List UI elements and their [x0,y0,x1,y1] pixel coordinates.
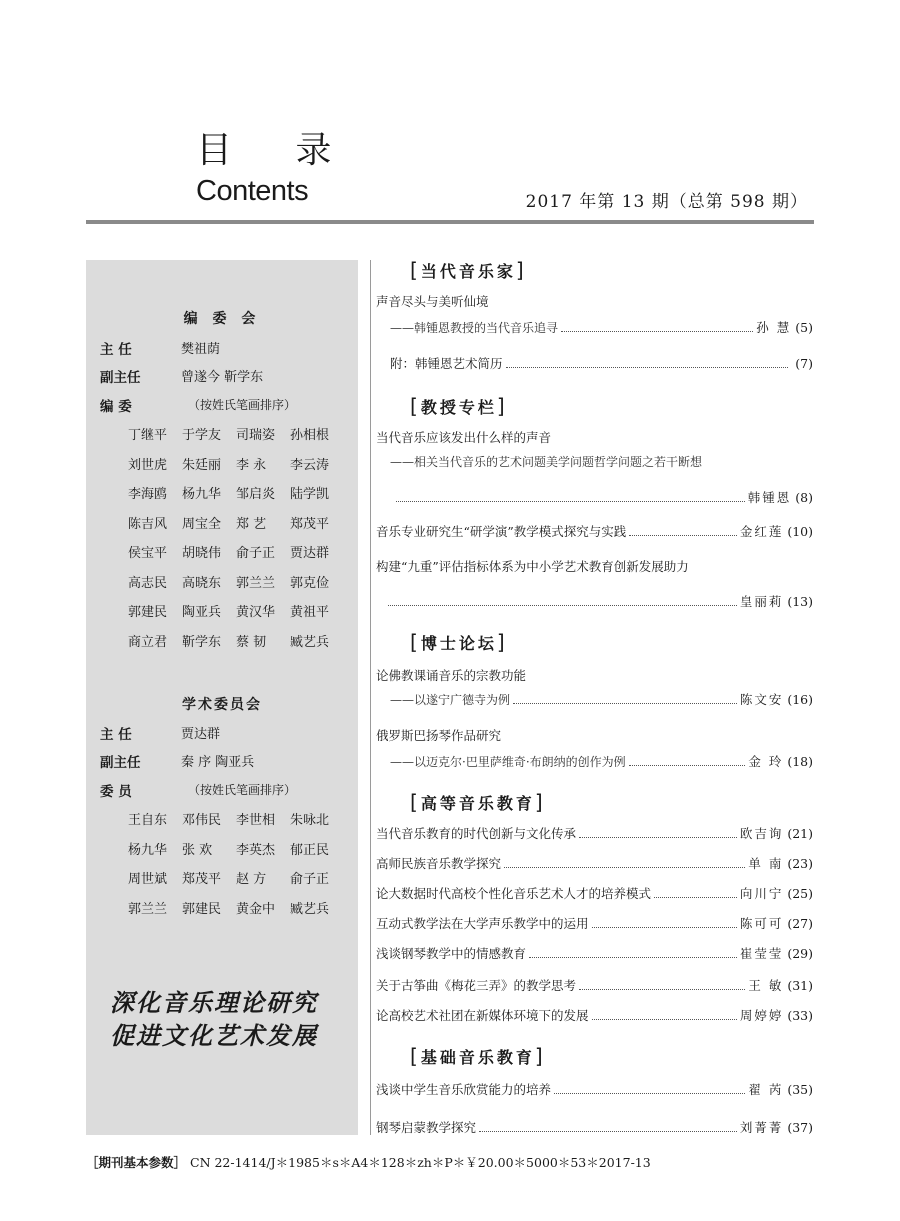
section-heading [410,394,847,418]
editorial-member-name: 侯宝平 [128,546,168,561]
academic-member-name: 张 欢 [182,842,213,858]
section-heading-text: 高等音乐教育 [420,794,535,813]
editorial-member-row [128,424,344,443]
toc-entry [376,592,813,610]
editorial-member-name: 郭建民 [128,605,168,620]
toc-entry-title: 浅谈中学生音乐欣赏能力的培养 [376,1082,552,1097]
editorial-deputy-label: 副主任 [100,370,141,386]
slogan-line-1: 深化音乐理论研究 [110,989,318,1017]
toc-entry-page: (29) [787,946,813,961]
journal-parameters-value: CN 22-1414/J＊1985＊s＊A4＊128＊zh＊P＊￥20.00＊5000＊53＊2017-13 [190,1155,651,1170]
toc-entry-title: 音乐专业研究生“研学演”教学模式探究与实践 [376,524,627,539]
leader-dots [388,604,737,606]
editorial-member-name: 郭兰兰 [236,575,276,591]
academic-member-name: 杨九华 [128,842,168,858]
academic-member-name: 王自东 [128,813,168,828]
toc-entry-author: 周婷婷 [739,1008,784,1023]
editorial-member-name: 李 永 [236,457,267,473]
toc-entry [376,1080,813,1098]
leader-dots [396,500,745,502]
editorial-member-name: 臧艺兵 [290,634,330,650]
toc-entry-author: 翟 芮 [748,1082,784,1097]
leader-dots [561,330,753,332]
toc-entry [376,752,813,770]
toc-entry [376,976,813,994]
toc-entry [376,944,813,962]
editorial-chief-name: 樊祖荫 [181,342,221,357]
editorial-member-name: 于学友 [182,428,222,443]
toc-entry-author: 韩锺恩 [747,490,792,505]
issue-number: 2017 年第 13 期（总第 598 期） [525,192,808,212]
toc-entry [376,354,813,372]
toc-entry-title: 当代音乐教育的时代创新与文化传承 [376,826,577,841]
bracket-left: [ [410,258,421,282]
academic-member-name: 郭建民 [182,901,222,917]
academic-member-name: 臧艺兵 [290,901,330,917]
academic-member-name: 郑茂平 [182,872,222,887]
editorial-member-name: 商立君 [128,634,168,650]
leader-dots [592,1018,737,1020]
editorial-member-name: 黄祖平 [290,605,330,620]
toc-entry-title: 声音尽头与美听仙境 [376,294,489,309]
toc-entry-page: (10) [787,524,813,539]
toc-entry-author: 陈可可 [739,916,784,931]
toc-entry-subtitle: ——相关当代音乐的艺术问题美学问题哲学问题之若干断想 [390,455,703,469]
editorial-member-name: 周宝全 [182,516,222,532]
editorial-member-name: 陈吉风 [128,516,168,532]
academic-member-row [128,809,344,828]
toc-entry-page: (18) [787,754,813,769]
editorial-member-name: 黄汉华 [236,605,276,620]
section-heading [410,258,847,282]
toc-entry-author: 刘菁菁 [739,1120,784,1135]
toc-entry-author: 金 玲 [748,754,784,769]
toc-entry-title: 高师民族音乐教学探究 [376,856,502,871]
academic-member-row [128,898,344,917]
editorial-member-name: 刘世虎 [128,457,168,473]
editorial-member-name: 靳学东 [182,634,222,650]
toc-entry-title: 俄罗斯巴扬琴作品研究 [376,728,502,743]
toc-entry-page: (37) [787,1120,813,1135]
toc-entry [376,914,813,932]
toc-entry-subtitle: ——以遂宁广德寺为例 [390,693,511,707]
toc-entry [376,318,813,336]
toc-entry-title: 当代音乐应该发出什么样的声音 [376,430,552,445]
editorial-member-name: 郑茂平 [290,516,330,532]
journal-parameters [86,1153,651,1171]
academic-members-note: （按姓氏笔画排序） [188,783,297,797]
editorial-member-row [128,601,344,620]
editorial-member-row [128,513,344,532]
editorial-member-name: 郑 艺 [236,516,267,532]
leader-dots [654,896,737,898]
bracket-right: ] [496,630,508,654]
toc-entry-title: 互动式教学法在大学声乐教学中的运用 [376,916,589,931]
bracket-right: ] [534,1044,546,1068]
toc-entry [376,824,813,842]
toc-entry-author: 陈文安 [739,692,784,707]
editorial-member-name: 丁继平 [128,428,168,443]
editorial-members-label: 编 委 [100,399,132,415]
toc-entry [376,1006,813,1024]
bracket-left: [ [410,790,421,814]
editorial-member-name: 郭克俭 [290,575,330,591]
toc-entry-title: 构建“九重”评估指标体系为中小学艺术教育创新发展助力 [376,559,689,574]
toc-entry-subtitle: ——以迈克尔·巴里萨维奇·布朗纳的创作为例 [390,755,626,769]
section-heading-text: 当代音乐家 [420,262,516,281]
page-title-chinese: 目 录 [196,130,358,171]
editorial-member-name: 孙相根 [290,428,330,443]
toc-entry-author: 崔莹莹 [739,946,784,961]
bracket-left: [ [410,630,421,654]
toc-entry-page: (25) [787,886,813,901]
toc-entry-title: 浅谈钢琴教学中的情感教育 [376,946,527,961]
editorial-member-row [128,572,344,591]
academic-deputy-names: 秦 序 陶亚兵 [181,755,255,770]
toc-entry-author: 皇丽莉 [739,594,784,609]
leader-dots [579,988,745,990]
toc-entry-page: (35) [787,1082,813,1097]
academic-member-name: 李世相 [236,813,276,828]
academic-member-name: 邓伟民 [182,813,222,828]
editorial-member-name: 李云涛 [290,457,330,473]
academic-member-name: 李英杰 [236,842,276,858]
toc-entry [376,884,813,902]
editorial-member-name: 邹启炎 [236,487,276,502]
toc-entry-title: 论高校艺术社团在新媒体环境下的发展 [376,1008,589,1023]
academic-member-name: 周世斌 [128,872,168,887]
editorial-member-name: 陆学凯 [290,487,330,502]
bracket-left: [ [410,1044,421,1068]
slogan-line-2: 促进文化艺术发展 [110,1022,318,1050]
toc-entry [376,522,813,540]
toc-entry-author: 欧吉询 [739,826,784,841]
header-divider [86,220,814,224]
toc-entry [376,854,813,872]
editorial-member-name: 胡晓伟 [182,546,222,561]
academic-member-name: 俞子正 [290,872,330,887]
toc-entry-page: (13) [787,594,813,609]
section-heading-text: 博士论坛 [420,634,497,653]
editorial-deputy-names: 曾遂今 靳学东 [181,370,264,385]
editorial-member-name: 贾达群 [290,546,330,561]
bracket-right: ] [496,394,508,418]
toc-entry-author: 金红莲 [739,524,784,539]
academic-member-name: 郭兰兰 [128,901,168,917]
leader-dots [592,926,737,928]
toc-entry-page: (33) [787,1008,813,1023]
toc-entry-author: 王 敏 [748,978,784,993]
toc-entry-page: (27) [787,916,813,931]
journal-parameters-label: ［期刊基本参数］ [86,1155,187,1170]
toc-entry [376,488,813,506]
page-title-english: Contents [196,175,309,207]
bracket-right: ] [515,258,527,282]
editorial-member-name: 李海鸥 [128,487,168,502]
toc-entry [376,1118,813,1136]
toc-entry-page: (16) [787,692,813,707]
section-heading-text: 基础音乐教育 [420,1048,535,1067]
editorial-member-name: 朱廷丽 [182,457,222,473]
editorial-member-row [128,542,344,561]
toc-entry-page: (5) [795,320,813,335]
leader-dots [506,366,789,368]
toc-entry-page: (7) [795,356,813,371]
editorial-member-row [128,631,344,650]
toc-entry-author: 孙 慧 [756,320,792,335]
editorial-board-heading: 编 委 会 [183,311,261,327]
leader-dots [554,1092,745,1094]
toc-entry-author: 单 南 [748,856,784,871]
toc-entry-author: 向川宁 [739,886,784,901]
section-heading [410,630,847,654]
editorial-members-note: （按姓氏笔画排序） [188,398,297,412]
academic-member-name: 郁正民 [290,842,330,858]
toc-entry-subtitle: ——韩锺恩教授的当代音乐追寻 [390,321,559,335]
editorial-member-name: 高晓东 [182,575,222,591]
academic-member-row [128,868,344,887]
academic-chief-label: 主 任 [100,727,132,743]
editorial-chief-label: 主 任 [100,342,132,358]
academic-deputy-label: 副主任 [100,755,141,771]
leader-dots [629,534,737,536]
editorial-member-name: 高志民 [128,575,168,591]
academic-member-name: 赵 方 [236,872,267,887]
leader-dots [529,956,737,958]
section-heading [410,1044,847,1068]
leader-dots [513,702,737,704]
toc-entry-page: (23) [787,856,813,871]
leader-dots [479,1130,737,1132]
editorial-member-name: 杨九华 [182,487,222,502]
toc-entry-title: 论佛教课诵音乐的宗教功能 [376,668,527,683]
bracket-left: [ [410,394,421,418]
editorial-member-name: 陶亚兵 [182,605,222,620]
academic-committee-heading: 学术委员会 [182,697,262,713]
toc-entry-title: 钢琴启蒙教学探究 [376,1120,477,1135]
toc-entry-title: 关于古筝曲《梅花三弄》的教学思考 [376,978,577,993]
section-heading [410,790,847,814]
bracket-right: ] [534,790,546,814]
toc-entry [376,690,813,708]
toc-entry-page: (8) [795,490,813,505]
editorial-member-name: 司瑞姿 [236,428,276,443]
editorial-member-row [128,454,344,473]
editorial-member-name: 蔡 韧 [236,634,267,650]
leader-dots [504,866,745,868]
leader-dots [579,836,737,838]
editorial-member-row [128,483,344,502]
academic-member-name: 朱咏北 [290,813,330,828]
toc-entry-title: 论大数据时代高校个性化音乐艺术人才的培养模式 [376,886,652,901]
column-divider [370,260,371,1135]
academic-member-row [128,839,344,858]
toc-entry-title: 附：韩锺恩艺术简历 [390,356,503,371]
academic-members-label: 委 员 [100,784,132,800]
leader-dots [629,764,746,766]
academic-chief-name: 贾达群 [181,727,221,742]
section-heading-text: 教授专栏 [420,398,497,417]
toc-entry-page: (31) [787,978,813,993]
academic-member-name: 黄金中 [236,901,276,917]
toc-entry-page: (21) [787,826,813,841]
editorial-member-name: 俞子正 [236,546,276,561]
